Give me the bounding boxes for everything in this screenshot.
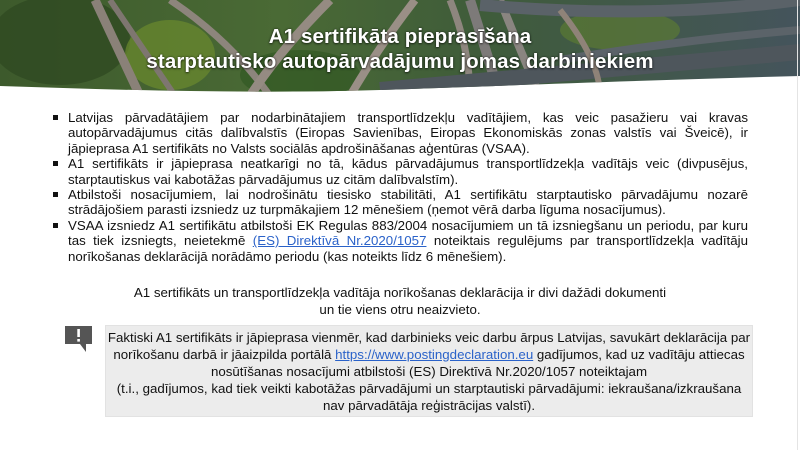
square-bullet-icon: [53, 115, 58, 120]
statement-line-2: un tie viens otru neaizvieto.: [319, 302, 481, 317]
bullet-item: [50, 110, 748, 156]
bullet-item: [50, 187, 748, 218]
header-banner: [0, 0, 800, 96]
page-title-line-1: A1 sertifikāta pieprasīšana: [268, 25, 532, 48]
bullet-item: [50, 156, 748, 187]
posting-declaration-link[interactable]: https://www.postingdeclaration.eu: [335, 347, 534, 362]
square-bullet-icon: [53, 223, 58, 228]
statement-line-1: A1 sertifikāts un transportlīdzekļa vadītāja norīkošanas deklarācija ir divi dažādi dokumenti: [133, 285, 667, 300]
square-bullet-icon: [53, 161, 58, 166]
square-bullet-icon: [53, 192, 58, 197]
bullet-list: [50, 110, 748, 264]
note-text: (t.i., gadījumos, kad tiek veikti kabotāžas pārvadājumi un starptautiski pārvadājumi: iekraušana/izkraušana nav pārvadātāja reģistrācijas valstī).: [116, 381, 742, 413]
key-statement: [40, 284, 760, 318]
bullet-text: Atbilstoši nosacījumiem, lai nodrošinātu tiesisko stabilitāti, A1 sertifikātu starptautisko pārvadājumu nozarē strādājošiem parasti izsniedz uz turpmākajiem 12 mēnešiem (ņemot vērā darba līguma nosacījumus).: [68, 187, 748, 218]
directive-link[interactable]: (ES) Direktīvā Nr.2020/1057: [252, 233, 427, 249]
bullet-text: A1 sertifikāts ir jāpieprasa neatkarīgi no tā, kādus pārvadājumus transportlīdzekļa vadītājs veic (divpusējus, starptautiskus vai kabotāžas pārvadājumus uz citām dalībvalstīm).: [68, 156, 748, 187]
page-title-line-2: starptautisko autopārvadājumu jomas darbiniekiem: [146, 50, 654, 73]
bullet-item: [50, 218, 748, 264]
bullet-text: Latvijas pārvadātājiem par nodarbinātajiem transportlīdzekļu vadītājiem, kas veic pasažieru vai kravas autopārvadājumus citās dalībvalstīs (Eiropas Savienības, Eiropas Ekonomiskās zonas valstīs vai Šveicē), ir jāpieprasa A1 sertifikāts no Valsts sociālās apdrošināšanas aģentūras (VSAA).: [68, 110, 748, 156]
bullet-text: noteiktais regulējums par transportlīdzekļa vadītāju norīkošanas deklarācijā norādāmo periodu (kas noteikts līdz 6 mēnešiem).: [68, 233, 748, 264]
note-callout: [105, 325, 753, 417]
note-text: gadījumos, kad uz vadītāju attiecas nosūtīšanas nosacījumi atbilstoši (ES) Direktīvā Nr.2020/1057 noteiktajam: [210, 347, 745, 379]
bullet-text: VSAA izsniedz A1 sertifikātu atbilstoši EK Regulas 883/2004 nosacījumiem un tā izsniegšanu un periodu, par kuru tas tiek izsniegts, neietekmē: [68, 217, 748, 249]
slide-edge-divider: [797, 0, 798, 450]
exclamation-speech-bubble-icon: [64, 325, 94, 353]
note-text: Faktiski A1 sertifikāts ir jāpieprasa vienmēr, kad darbinieks veic darbu ārpus Latvijas, savukārt deklarācija par norīkošanu darbā ir jāaizpilda portālā: [107, 330, 751, 362]
